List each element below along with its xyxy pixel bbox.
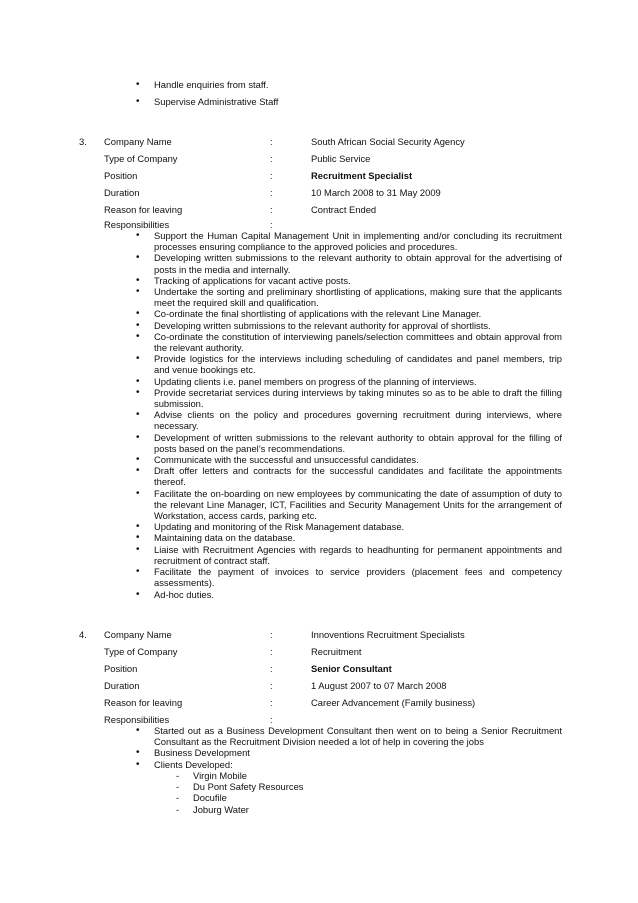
position-value: Senior Consultant: [311, 663, 392, 674]
previous-job-duties: [136, 76, 556, 110]
list-item: • Liaise with Recruitment Agencies with regards to headhunting for permanent appointments and recruitment of contract staff.: [136, 544, 562, 566]
list-item: • Ad-hoc duties.: [136, 589, 562, 600]
list-item: • Developing written submissions to the relevant authority for approval of shortlists.: [136, 320, 562, 331]
list-item: • Handle enquiries from staff.: [136, 76, 556, 93]
list-item: • Updating and monitoring of the Risk Management database.: [136, 521, 562, 532]
list-item: • Tracking of applications for vacant active posts.: [136, 275, 562, 286]
list-item: • Development of written submissions to the relevant authority to obtain approval for the filling of posts based on the panel’s recommendations.: [136, 432, 562, 454]
company-type-value: Public Service: [311, 153, 371, 164]
company-type-value: Recruitment: [311, 646, 362, 657]
duration-value: 10 March 2008 to 31 May 2009: [311, 187, 441, 198]
colon: :: [270, 680, 273, 691]
company-type-label: Type of Company: [104, 153, 178, 164]
list-item: • Business Development: [136, 747, 562, 758]
list-item: • Developing written submissions to the relevant authority to obtain approval for the advertising of posts in the media and internally.: [136, 252, 562, 274]
colon: :: [270, 646, 273, 657]
list-item: • Draft offer letters and contracts for the successful candidates and facilitate the appointments thereof.: [136, 465, 562, 487]
colon: :: [270, 714, 273, 725]
colon: :: [270, 697, 273, 708]
responsibilities-label: Responsibilities: [104, 219, 170, 230]
client-item: - Virgin Mobile: [176, 770, 303, 781]
clients-list: [176, 770, 303, 815]
colon: :: [270, 663, 273, 674]
colon: :: [270, 187, 273, 198]
duration-label: Duration: [104, 187, 140, 198]
company-name-label: Company Name: [104, 136, 172, 147]
responsibilities-list: [136, 725, 562, 770]
list-item: • Maintaining data on the database.: [136, 532, 562, 543]
list-item: • Updating clients i.e. panel members on progress of the planning of interviews.: [136, 376, 562, 387]
colon: :: [270, 153, 273, 164]
reason-value: Contract Ended: [311, 204, 377, 215]
list-item: • Communicate with the successful and unsuccessful candidates.: [136, 454, 562, 465]
reason-value: Career Advancement (Family business): [311, 697, 476, 708]
list-item: • Co-ordinate the constitution of interviewing panels/selection committees and obtain approval from the relevant authority.: [136, 331, 562, 353]
list-item: • Clients Developed:: [136, 759, 562, 770]
reason-label: Reason for leaving: [104, 204, 183, 215]
company-name-value: Innoventions Recruitment Specialists: [311, 629, 465, 640]
client-item: - Du Pont Safety Resources: [176, 781, 303, 792]
colon: :: [270, 136, 273, 147]
list-item: • Co-ordinate the final shortlisting of applications with the relevant Line Manager.: [136, 308, 562, 319]
responsibilities-label: Responsibilities: [104, 714, 170, 725]
company-type-label: Type of Company: [104, 646, 178, 657]
list-item: • Supervise Administrative Staff: [136, 93, 556, 110]
colon: :: [270, 219, 273, 230]
colon: :: [270, 170, 273, 181]
client-item: - Docufile: [176, 792, 303, 803]
colon: :: [270, 204, 273, 215]
duration-label: Duration: [104, 680, 140, 691]
company-name-label: Company Name: [104, 629, 172, 640]
company-name-value: South African Social Security Agency: [311, 136, 465, 147]
job-number: 3.: [79, 136, 87, 147]
list-item: • Advise clients on the policy and procedures governing recruitment during interviews, where necessary.: [136, 409, 562, 431]
list-item: • Undertake the sorting and preliminary shortlisting of applications, making sure that the applicants meet the required skill and qualification.: [136, 286, 562, 308]
list-item: • Started out as a Business Development Consultant then went on to being a Senior Recruitment Consultant as the Recruitment Division needed a lot of help in covering the jobs: [136, 725, 562, 747]
list-item: • Provide logistics for the interviews including scheduling of candidates and panel members, trip and venue bookings etc.: [136, 353, 562, 375]
list-item: • Facilitate the on-boarding on new employees by communicating the date of assumption of duty to the relevant Line Manager, ICT, Facilities and Security Management Units for the arrangement of Workstation, access cards, parking etc.: [136, 488, 562, 522]
list-item: • Support the Human Capital Management Unit in implementing and/or concluding its recruitment processes ensuring compliance to the approved policies and procedures.: [136, 230, 562, 252]
list-item: • Provide secretariat services during interviews by taking minutes so as to be able to draft the filling submission.: [136, 387, 562, 409]
duration-value: 1 August 2007 to 07 March 2008: [311, 680, 447, 691]
list-item: • Facilitate the payment of invoices to service providers (placement fees and competency assessments).: [136, 566, 562, 588]
reason-label: Reason for leaving: [104, 697, 183, 708]
position-label: Position: [104, 663, 138, 674]
responsibilities-list: [136, 230, 562, 600]
job-number: 4.: [79, 629, 87, 640]
position-value: Recruitment Specialist: [311, 170, 413, 181]
client-item: - Joburg Water: [176, 804, 303, 815]
colon: :: [270, 629, 273, 640]
position-label: Position: [104, 170, 138, 181]
